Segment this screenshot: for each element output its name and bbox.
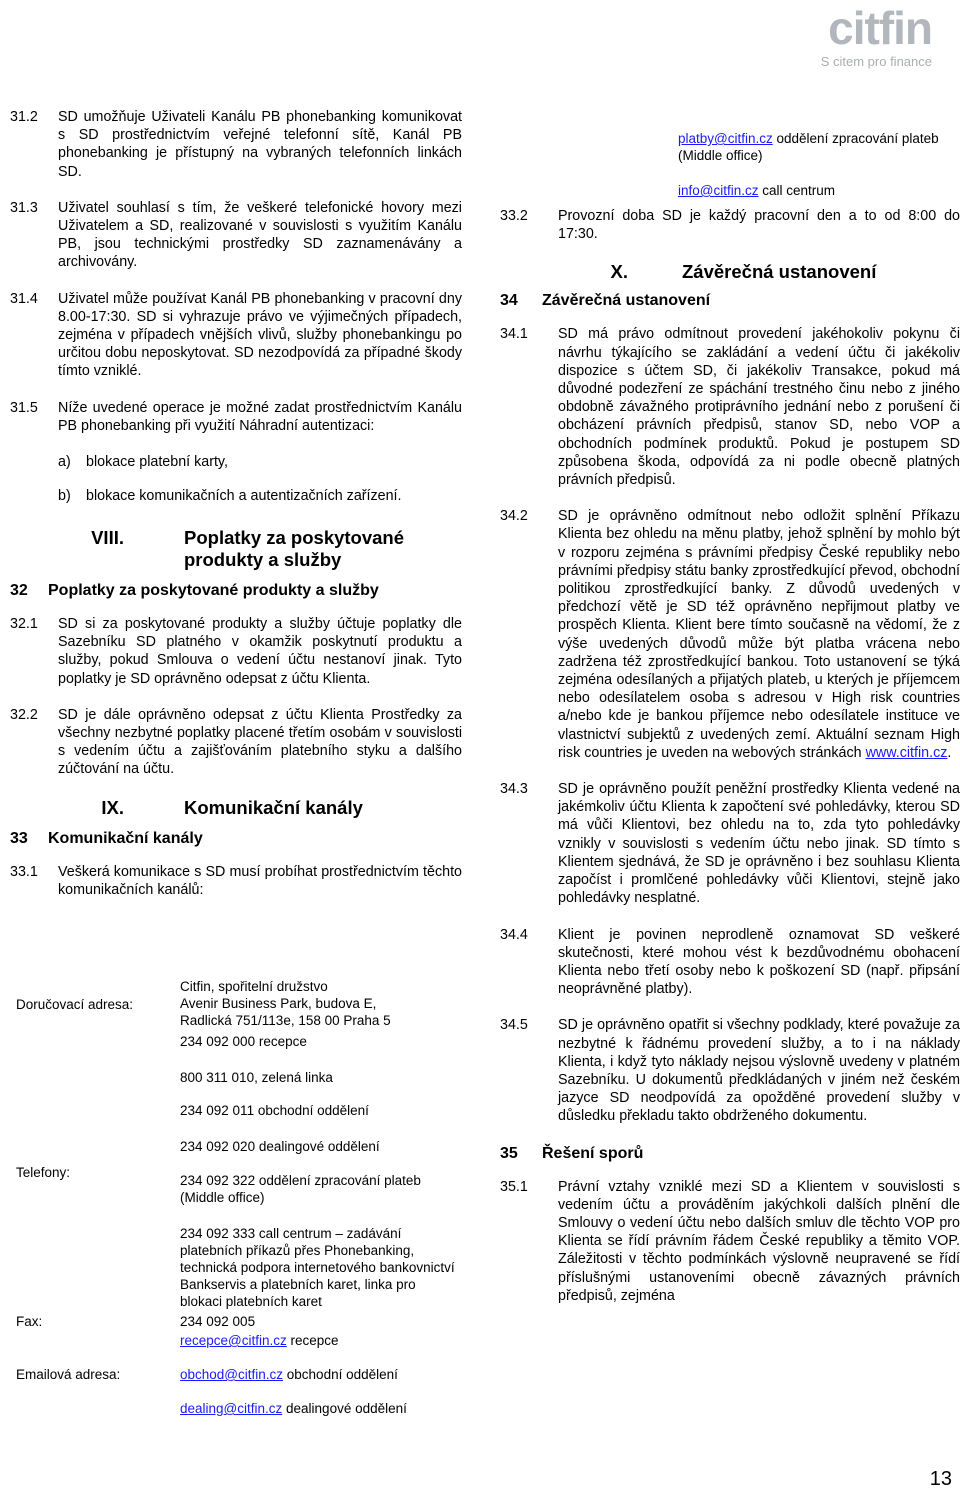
- logo-mark: citfin: [828, 2, 932, 54]
- chapter-heading-8: [10, 527, 462, 571]
- paragraph-text: [558, 507, 960, 762]
- phone-line: 800 311 010, zelená linka: [180, 1070, 333, 1085]
- list-marker: b): [58, 488, 71, 505]
- paragraph-text: Provozní doba SD je každý pracovní den a to od 8:00 do 17:30.: [558, 208, 960, 243]
- left-column: [10, 108, 462, 917]
- address-line: Citfin, spořitelní družstvo: [180, 979, 328, 994]
- list-item-a: [58, 453, 462, 471]
- website-link[interactable]: www.citfin.cz: [865, 744, 948, 761]
- paragraph-34-5: [500, 1016, 960, 1125]
- paragraph-number: 33.1: [10, 863, 38, 880]
- email-desc: dealingové oddělení: [286, 1401, 407, 1416]
- email-continuation: [678, 130, 960, 199]
- email-line: [678, 182, 960, 199]
- chapter-title-line2: produkty a služby: [184, 549, 342, 571]
- email-link[interactable]: info@citfin.cz: [678, 183, 759, 198]
- phone-line: 234 092 000 recepce: [180, 1034, 307, 1049]
- section-heading-33: [10, 829, 462, 849]
- paragraph-number: 33.2: [500, 208, 528, 224]
- paragraph-number: 34.5: [500, 1017, 528, 1034]
- chapter-heading-9: [10, 797, 462, 819]
- section-number: 33: [10, 829, 28, 847]
- email-label: Emailová adresa:: [16, 1367, 121, 1382]
- paragraph-number: 34.1: [500, 326, 528, 343]
- email-line: [180, 1366, 398, 1383]
- list-marker: a): [58, 454, 71, 471]
- paragraph-text: SD je oprávněno opatřit si všechny podklady, které považuje za nezbytné k řádnému provedení služby, a to i na náklady Klienta, i když tyto náklady nejsou výslovně uvedeny v platném Sazebníku. U dokumentů předkládaných v jiném než českém jazyce SD neodpovídá za opožděné provedení služby v důsledku překladu takto obdrženého dokumentu.: [558, 1017, 960, 1125]
- address-label: Doručovací adresa:: [16, 997, 134, 1012]
- email-desc: recepce: [290, 1333, 339, 1348]
- email-desc: call centrum: [762, 183, 836, 198]
- paragraph-number: 31.3: [10, 199, 38, 216]
- email-link[interactable]: recepce@citfin.cz: [180, 1333, 287, 1348]
- citfin-logo: [821, 4, 932, 69]
- chapter-roman: IX.: [101, 796, 124, 818]
- paragraph-text: Právní vztahy vzniklé mezi SD a Klientem v souvislosti s vedením účtu a prováděním jakýchkoli dalších plnění dle Smlouvy o vedení účtu nebo dalších smluv dle těchto VOP pro Klienta se řídí právním řádem České republiky a těmito VOP. Záležitosti v těchto podmínkách výslovně neupravené se řídí příslušnými ustanoveními obecně závazných právních předpisů, zejména: [558, 1178, 960, 1304]
- phone-line: 234 092 020 dealingové oddělení: [180, 1139, 380, 1154]
- paragraph-text: SD je oprávněno použít peněžní prostředky Klienta vedené na jakémkoliv účtu Klienta k započtení své pohledávky, kterou SD má vůči Klientovi, bez ohledu na to, zda tyto pohledávky vznikly v souvislosti s vedením účtu nebo jinak. SD tímto s Klientem sjednává, že SD je oprávněno i bez souhlasu Klienta započíst i promlčené pohledávky vůči Klientovi, stejně jako pohledávky nesplatné.: [558, 781, 960, 907]
- list-text: blokace platební karty,: [86, 454, 228, 471]
- chapter-title-line1: Poplatky za poskytované: [184, 527, 405, 549]
- paragraph-32-2: [10, 706, 462, 779]
- section-heading-35: [500, 1144, 960, 1164]
- paragraph-number: 34.3: [500, 781, 528, 798]
- chapter-roman: X.: [610, 261, 628, 283]
- paragraph-text: SD umožňuje Uživateli Kanálu PB phonebanking komunikovat s SD prostřednictvím veřejné telefonní sítě, Kanál PB phonebanking je přístupný na vybraných telefonních linkách SD.: [58, 109, 462, 180]
- email-line: [678, 130, 960, 164]
- chapter-title: [184, 527, 404, 571]
- paragraph-number: 31.4: [10, 290, 38, 307]
- fax-number: 234 092 005: [180, 1314, 256, 1329]
- email-desc: obchodní oddělení: [286, 1367, 398, 1382]
- section-title: Závěrečná ustanovení: [542, 292, 711, 310]
- right-column: [500, 108, 960, 1323]
- phone-line: 234 092 322 oddělení zpracování plateb (Middle office): [180, 1173, 421, 1205]
- list-text: blokace komunikačních a autentizačních zařízení.: [86, 488, 402, 505]
- phones-label: Telefony:: [16, 1165, 71, 1180]
- paragraph-34-4: [500, 926, 960, 999]
- section-heading-32: [10, 581, 462, 601]
- paragraph-33-2: [500, 207, 960, 243]
- address-block: [180, 978, 391, 1029]
- section-title: Poplatky za poskytované produkty a služby: [48, 582, 379, 600]
- paragraph-body: SD je oprávněno odmítnout nebo odložit splnění Příkazu Klienta bez ohledu na měnu platby, jehož splnění by mohlo být v rozporu zejména s právními předpisy České republiky nebo právními předpisy státu banky zprostředkující převod, obchodní politikou zprostředkující banky. Z důvodů uvedených v předchozí větě je SD též oprávněno nepřijmout platby ve prospěch Klienta. Klient bere tímto současně na vědomí, že z výše uvedených důvodů může být platba vrácena nebo zadržena též zprostředkující bankou. Toto ustanovení se týká zejména odesílaných a přijatých plateb, u kterých je příjemcem nebo odesílatelem osoba s adresou v High risk countries a/nebo kde je bankou příjemce nebo odesílatele instituce ve vlastnictví subjektů z uvedených zemí. Aktuální seznam High risk countries je uveden na webových stránkách: [558, 508, 960, 761]
- phone-line: 234 092 011 obchodní oddělení: [180, 1103, 369, 1118]
- paragraph-31-3: [10, 199, 462, 272]
- section-number: 34: [500, 292, 518, 310]
- section-title: Řešení sporů: [542, 1144, 644, 1162]
- paragraph-number: 34.2: [500, 508, 528, 525]
- phone-line: 234 092 333 call centrum – zadávání platebních příkazů přes Phonebanking, technická podpora internetového bankovnictví Bankservis a platebních karet, linka pro blokaci platebních karet: [180, 1226, 455, 1309]
- paragraph-text: Níže uvedené operace je možné zadat prostřednictvím Kanálu PB phonebanking při využití Náhradní autentizaci:: [58, 399, 462, 434]
- paragraph-33-1: [10, 863, 462, 899]
- email-desc: oddělení zpracování plateb (Middle office): [678, 131, 939, 163]
- page-number: 13: [929, 1468, 952, 1490]
- email-link[interactable]: dealing@citfin.cz: [180, 1401, 283, 1416]
- paragraph-text: SD má právo odmítnout provedení jakéhokoliv pokynu či návrhu týkajícího se zakládání a vedení účtu či jakékoliv dispozice s účtem SD, či jakékoliv Transakce, pokud má důvodné podezření ze spáchání trestného činu nebo z jiného obdobně závažného protiprávního jednání nebo z porušení či obcházení právních předpisů, stanov SD, nebo VOP a obchodních podmínek produktů. Pokud je postupem SD způsobena škoda, odpovídá za ni podle obecně platných právních předpisů.: [558, 326, 960, 489]
- paragraph-number: 31.2: [10, 109, 38, 125]
- chapter-roman: VIII.: [91, 527, 124, 549]
- address-line: Radlická 751/113e, 158 00 Praha 5: [180, 1013, 391, 1028]
- paragraph-number: 32.2: [10, 706, 38, 723]
- paragraph-number: 35.1: [500, 1178, 528, 1195]
- chapter-heading-10: [500, 261, 960, 283]
- list-item-b: [58, 487, 462, 505]
- paragraph-31-4: [10, 290, 462, 381]
- paragraph-34-3: [500, 780, 960, 907]
- paragraph-text: Uživatel může používat Kanál PB phonebanking v pracovní dny 8.00-17:30. SD si vyhrazuje právo ve výjimečných případech, zejména v případech vnějších vlivů, služby phonebankingu po určitou dobu neposkytovat. SD nezodpovídá za případné škody tímto vzniklé.: [58, 290, 462, 380]
- section-title: Komunikační kanály: [48, 829, 203, 847]
- paragraph-number: 34.4: [500, 926, 528, 943]
- paragraph-text: SD si za poskytované produkty a služby účtuje poplatky dle Sazebníku SD platného v okamžik poskytnutí produktu a služby, pokud Smlouva o vedení účtu nestanoví jinak. Tyto poplatky je SD oprávněno odepsat z účtu Klienta.: [58, 616, 462, 687]
- email-line: [180, 1400, 407, 1417]
- paragraph-text: Veškerá komunikace s SD musí probíhat prostřednictvím těchto komunikačních kanálů:: [58, 863, 462, 898]
- paragraph-number: 31.5: [10, 399, 38, 416]
- paragraph-35-1: [500, 1178, 960, 1305]
- paragraph-31-5: [10, 399, 462, 435]
- logo-tagline: S citem pro finance: [820, 54, 932, 69]
- section-number: 32: [10, 582, 28, 600]
- paragraph-end: .: [947, 744, 952, 761]
- paragraph-31-2: [10, 108, 462, 181]
- paragraph-text: Klient je povinen neprodleně oznamovat SD veškeré skutečnosti, které mohou vést k bezdůvodnému obohacení Klienta nebo třetí osoby nebo k poškození SD (např. připsání neoprávněné platby).: [558, 926, 960, 998]
- email-link[interactable]: platby@citfin.cz: [678, 131, 773, 146]
- section-number: 35: [500, 1144, 518, 1162]
- paragraph-34-1: [500, 325, 960, 489]
- fax-label: Fax:: [16, 1314, 43, 1329]
- paragraph-text: Uživatel souhlasí s tím, že veškeré telefonické hovory mezi Uživatelem a SD, realizované v souvislosti s využitím Kanálu PB, jsou technickými prostředky SD zaznamenávány a archivovány.: [58, 199, 462, 271]
- address-line: Avenir Business Park, budova E,: [180, 996, 377, 1011]
- paragraph-34-2: [500, 507, 960, 762]
- paragraph-text: SD je dále oprávněno odepsat z účtu Klienta Prostředky za všechny nezbytné poplatky placené třetím osobám v souvislosti s vedením účtu a zajišťováním platebního styku a dalšího zúčtování na účtu.: [58, 706, 462, 778]
- email-line: [180, 1332, 339, 1349]
- chapter-title: Komunikační kanály: [184, 796, 363, 818]
- email-link[interactable]: obchod@citfin.cz: [180, 1367, 284, 1382]
- paragraph-number: 32.1: [10, 616, 38, 633]
- paragraph-32-1: [10, 615, 462, 688]
- section-heading-34: [500, 291, 960, 311]
- chapter-title: Závěrečná ustanovení: [682, 261, 877, 283]
